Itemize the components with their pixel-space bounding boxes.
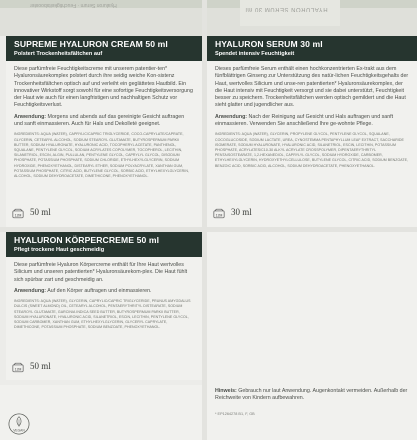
- mirrored-text-left: Hyaluron Serum · Feuchtigkeitsbooster: [30, 2, 117, 8]
- ingredients-list: INGREDIENTS: AQUA (WATER), GLYCERIN, PROPYLENE GLYCOL, PENTYLENE GLYCOL, SQUALANE, COCOGLUCOSIDE, SODIUM LACTATE, UREA, CYNOSTEMMA PENTAPHYLLUM LEAF EXTRACT, SACCHARIDE ISOMERATE, SODIUM HYALURONATE, HYALURONIC ACID, SILANETRIOL, ESCIN, LECITHIN, POTASSIUM PHOSPHATE, ACRYLATES/C10-30 ALKYL ACRYLATE CROSSPOLYMER, DIPENTAERYTHRITYL PENTAISOSTEARATE, 1,2-HEXANEDIOL, CAPRYLYL GLYCOL, SODIUM HYDROXIDE, CARBOMER, ETHYLHEXYLGLYCERIN, HYDROXYETHYLCELLULOSE, BUTYLENE GLYCOL, CITRIC ACID, SODIUM BENZOATE, BENZOIC ACID, SORBIC ACID, ALCOHOL, SODIUM DEHYDROACETATE, PHENOXYETHANOL.: [215, 132, 409, 168]
- pao-jar-icon: [12, 208, 24, 219]
- usage-label: Anwendung:: [14, 287, 47, 294]
- usage-text: Morgens und abends auf das gereinigte Gesicht auftragen und sanft einmassieren. Auch für Hals und Dekolleté geeignet.: [14, 113, 185, 128]
- pao-jar-icon: [12, 362, 24, 373]
- product-body: [6, 61, 202, 179]
- product-panel-serum: [207, 36, 417, 227]
- product-volume: 50 ml: [30, 207, 51, 217]
- usage-text: Nach der Reinigung auf Gesicht und Hals auftragen und sanft einmassieren. Verwenden Sie anschließend Ihre ge-wohnte Pflege.: [215, 113, 394, 128]
- mirrored-label-box: [240, 0, 340, 26]
- notice-panel: [207, 232, 417, 440]
- product-title: SUPREME HYALURON CREAM 50 ml: [14, 39, 168, 49]
- vegan-icon: [8, 413, 30, 435]
- product-header: [6, 232, 202, 257]
- product-panel-cream: [6, 36, 202, 227]
- usage-paragraph: [14, 288, 194, 295]
- pao-label: 12M: [14, 367, 22, 372]
- patent-footnote: * EP1264278 B1, F, GB: [215, 412, 255, 416]
- pao-label: 12M: [14, 213, 22, 218]
- usage-paragraph: [215, 114, 409, 129]
- product-subtitle: Pflegt trockene Haut geschmeidig: [14, 247, 105, 253]
- product-subtitle: Polstert Trockenheitsfältchen auf: [14, 51, 103, 57]
- top-flap: [0, 0, 417, 36]
- notice-body: Gebrauch nur laut Anwendung. Augenkontakt vermeiden. Außerhalb der Reichweite von Kindern aufbewahren.: [215, 388, 408, 402]
- usage-label: Anwendung:: [215, 113, 248, 120]
- ingredients-list: INGREDIENTS: AQUA (WATER), GLYCERIN, CAPRYLIC/CAPRIC TRIGLYCERIDE, PRUNUS AMYGDALUS DULCIS (SWEET ALMOND) OIL, CETEARYL ALCOHOL, PENTAERYTHRITYL DISTEARATE, SODIUM STEAROYL GLUTAMATE, GARCINIA INDICA SEED BUTTER, BUTYROSPERMUM PARKII BUTTER, SODIUM HYALURONATE, HYALURONIC ACID, SILANETRIOL, ESCIN, LECITHIN, PENTYLENE GLYCOL, SODIUM CARBOMER, XANTHAN GUM, ETHYLHEXYLGLYCERIN, GLYCERYL CAPRYLATE, DIMETHICONE, POTASSIUM PHOSPHATE, SODIUM BENZOATE, PHENOXYETHANOL.: [14, 299, 191, 330]
- ingredients-list: INGREDIENTS: AQUA (WATER), CAPRYLIC/CAPRIC TRIGLYCERIDE, COCO-CAPRYLATE/CAPRATE, GLYCERIN, CETEARYL ALCOHOL, SODIUM STEAROYL GLUTAMATE, BUTYROSPERMUM PARKII BUTTER, SODIUM HYALURONATE, HYALURONIC ACID, TOCOPHERYL ACETATE, PANTHENOL, SQUALANE, PENTYLENE GLYCOL, SODIUM ACRYLATES COPOLYMER, TOCOPHEROL, LECITHIN, SILANETRIOL, ESCIN, ALGIN, PULLULAN, PENTYLENE GLYCOL, CAPRYLYL GLYCOL, DISODIUM PHOSPHATE, POTASSIUM PHOSPHATE, SODIUM CHLORIDE, ETHYLHEXYLGLYCERIN, SODIUM HYDROXIDE, PHENOXYETHANOL, DISTEARYL ETHER, SODIUM POLYACRYLATE, XANTHAN GUM, POTASSIUM PHOSPHATE, CITRIC ACID, BUTYLENE GLYCOL, SORBIC ACID, ETHYLHEXYLGLYCERIN, ALCOHOL, SODIUM DEHYDROACETATE, DIMETHICONE, PHENOXYETHANOL.: [14, 132, 189, 178]
- product-title: HYALURON SERUM 30 ml: [215, 39, 323, 49]
- product-volume: 50 ml: [30, 361, 51, 371]
- product-description: Dieses parfümfreie Serum enthält einen hochkonzentrierten Ex-trakt aus dem fünfblättrigen Ginseng zur Unterstützung des natür-lichen Feuchtigkeitsgehalts der Haut, wertvolles Silicium und unse-ren patentierten* Hyaluronsäurekomplex, der die Haut intensiv mit Feuchtigkeit versorgt und sie dabei unterstützt, Feuchtigkeit besser zu speichern. Trockenheitsfältchen werden optisch gemildert und die Haut sieht glatter und jugendlicher aus.: [215, 66, 409, 109]
- product-body: [6, 257, 202, 330]
- product-volume: 30 ml: [231, 207, 252, 217]
- product-body: [207, 61, 417, 169]
- vegan-panel: [0, 385, 202, 440]
- usage-paragraph: [14, 114, 194, 129]
- product-subtitle: Spendet intensiv Feuchtigkeit: [215, 51, 295, 57]
- pao-jar-icon: [213, 208, 225, 219]
- product-description: Diese parfümfreie Feuchtigkeitscreme mit unserem patentier-ten* Hyaluronsäurekomplex polstert durch ihre seidig weiche Kon-sistenz Trockenheitsfältchen optisch auf und verleiht ein geglättetes Hautbild. Ein innovativer Wirkstoff sorgt sowohl für eine sofortige Feuchtigkeitsversorgung der Haut wie auch für einen langfristigen und nachhaltigen Schutz vor Feuchtigkeitsverlust.: [14, 66, 193, 109]
- product-header: [6, 36, 202, 61]
- notice-label: Hinweis:: [215, 388, 237, 394]
- mirrored-text-right: HYALURON SERUM 30 ml: [245, 6, 328, 12]
- product-panel-body-cream: [6, 232, 202, 380]
- vegan-label: VEGAN: [13, 428, 25, 433]
- product-title: HYALURON KÖRPERCREME 50 ml: [14, 235, 160, 245]
- usage-text: Auf den Körper auftragen und einmassieren.: [46, 287, 152, 294]
- product-header: [207, 36, 417, 61]
- usage-label: Anwendung:: [14, 113, 47, 120]
- pao-label: 12M: [215, 213, 223, 218]
- notice-text: [215, 388, 410, 403]
- product-description: Diese parfümfreie Hyaluron Körpercreme enthält für Ihre Haut wertvolles Silicium und unseren patentierten* Hyaluronsäurekom-plex. Die Haut fühlt sich spürbar zart und geschmeidig an.: [14, 262, 188, 283]
